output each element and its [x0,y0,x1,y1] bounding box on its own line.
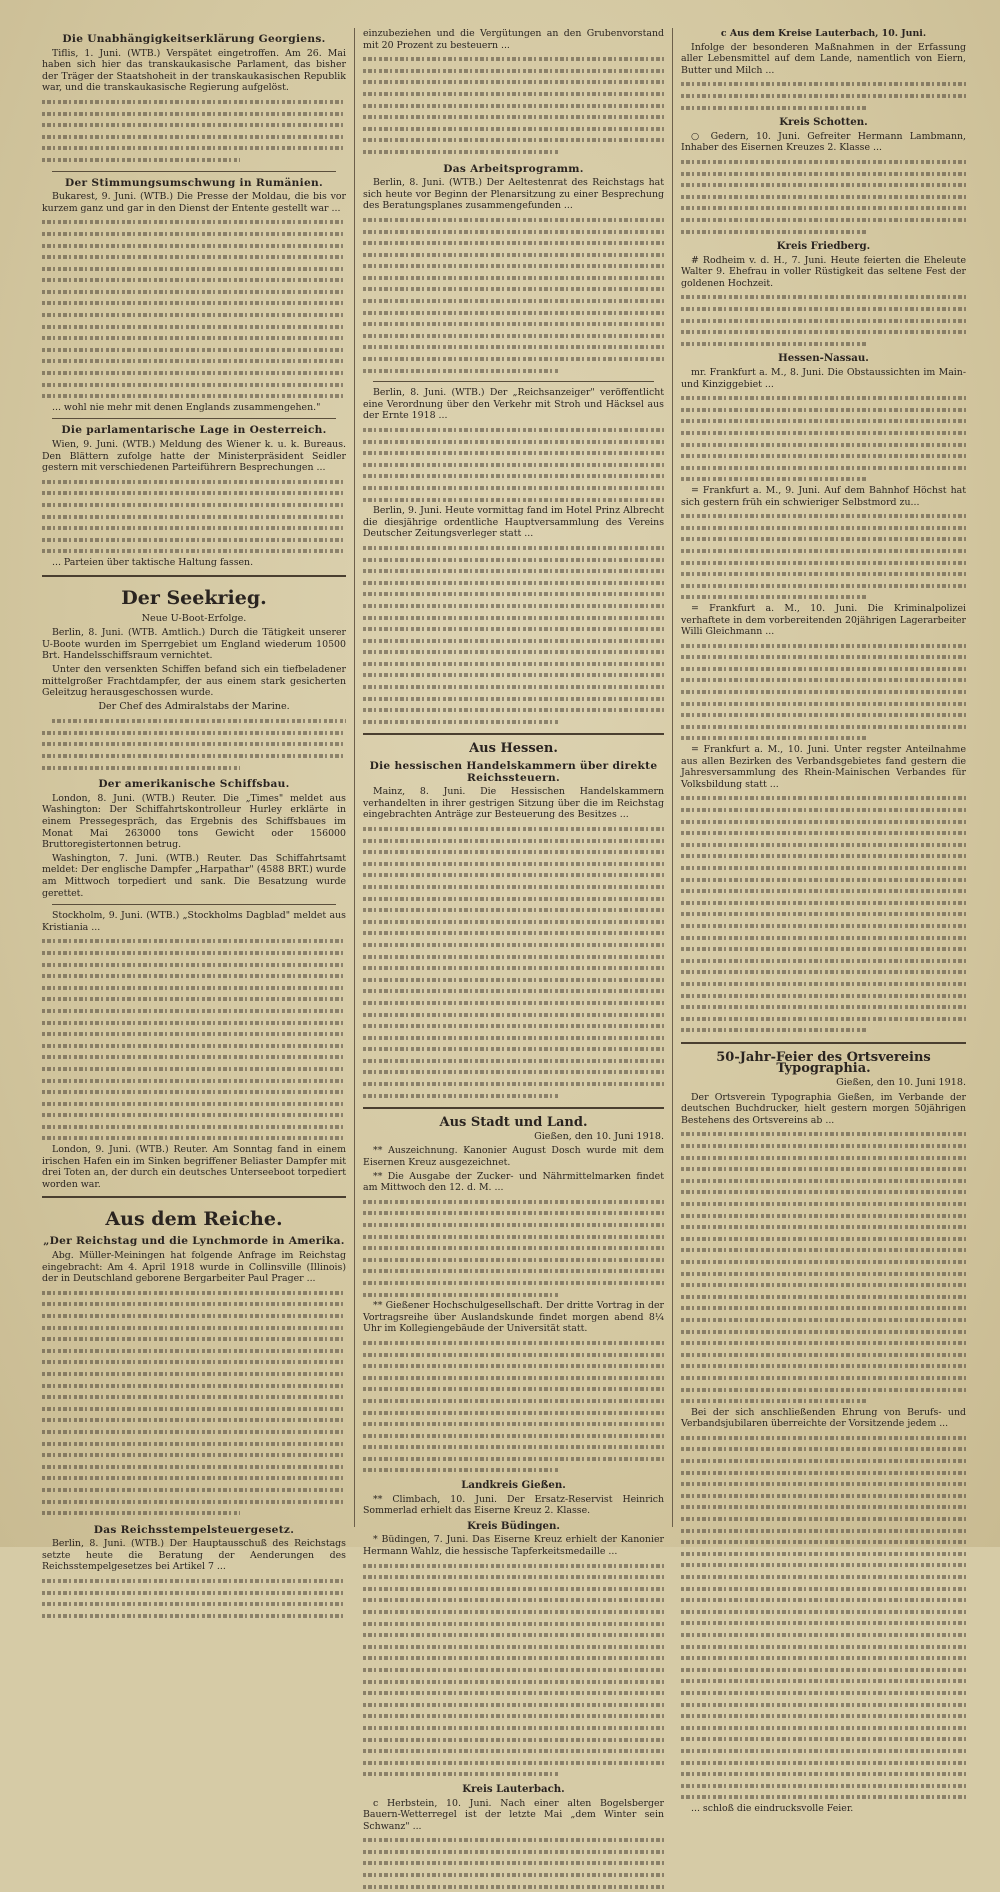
section-divider [363,1107,664,1109]
text-block [681,156,966,237]
zeitung-text: Berlin, 9. Juni. Heute vormittag fand im Hotel Prinz Albrecht die diesjährige ordentliche Hauptversammlung des Vereins Deutscher Zeitungsverleger statt ... [363,505,664,540]
text-block [363,1560,664,1780]
section-divider [363,733,664,735]
text-block [42,1287,346,1519]
text-block [363,424,664,505]
buedingen-text: * Büdingen, 7. Juni. Das Eiserne Kreuz erhielt der Kanonier Hermann Wahlz, die hessische Tapferkeitsmedaille ... [363,1534,664,1558]
text-block [42,1575,346,1621]
article-oesterreich-text: Wien, 9. Juni. (WTB.) Meldung des Wiener k. u. k. Bureaus. Den Blättern zufolge hatte der Ministerpräsident Seidler gestern mit verschiedenen Parteiführern Besprechungen ... [42,439,346,474]
stadt-text-3: ** Gießener Hochschulgesellschaft. Der dritte Vortrag in der Vortragsreihe über Auslandskunde findet morgen abend 8¼ Uhr im Kollegiengebäude der Universität statt. [363,1300,664,1335]
heading-landkreis-giessen: Landkreis Gießen. [461,1479,566,1492]
text-block [681,510,966,603]
headline-schiffsbau: Der amerikanische Schiffsbau. [98,778,290,791]
divider [52,171,336,172]
article-rumaenien-text: Bukarest, 9. Juni. (WTB.) Die Presse der Moldau, die bis vor kurzem ganz und gar in den Dienst der Entente gestellt war ... [42,191,346,214]
heading-kreis-schotten: Kreis Schotten. [779,116,868,129]
text-block [363,823,664,1101]
headline-arbeitsprogramm: Das Arbeitsprogramm. [443,162,584,175]
london-text: London, 9. Juni. (WTB.) Reuter. Am Sonntag fand in einem irischen Hafen ein im Sinken begriffener Beliaster Dampfer mit drei Toten an, der durch ein deutsches Unterseeboot torpediert worden war. [42,1144,346,1190]
stadt-text-1: ** Auszeichnung. Kanonier August Dosch wurde mit dem Eisernen Kreuz ausgezeichnet. [363,1145,664,1169]
heading-hessen-nassau: Hessen-Nassau. [778,352,869,365]
seekrieg-signature: Der Chef des Admiralstabs der Marine. [98,700,290,712]
rodheim-text: # Rodheim v. d. H., 7. Juni. Heute feierten die Eheleute Walter 9. Ehefrau in voller Rüstigkeit das seltene Fest der goldenen Hochzeit. [681,254,966,289]
frankfurt-text-4: = Frankfurt a. M., 10. Juni. Unter regster Anteilnahme aus allen Bezirken des Verbandsgebietes fand gestern die Jahresversammlung des Rhein-Mainischen Verbandes für Volksbildung statt ... [681,744,966,790]
frankfurt-text-2: = Frankfurt a. M., 9. Juni. Auf dem Bahnhof Höchst hat sich gestern früh ein schwieriger Selbstmord zu... [681,484,966,508]
section-divider [681,1042,966,1044]
reich-text: Abg. Müller-Meiningen hat folgende Anfrage im Reichstag eingebracht: Am 4. April 1918 wurde in Collinsville (Illinois) der in Deutschland geborene Bergarbeiter Paul Prager ... [42,1250,346,1285]
heading-kreis-buedingen: Kreis Büdingen. [467,1519,560,1532]
subheading-uboot: Neue U-Boot-Erfolge. [141,612,247,624]
heading-kreis-lauterbach: Kreis Lauterbach. [462,1782,565,1795]
lauterbach-dateline: c Aus dem Kreise Lauterbach, 10. Juni. [720,28,927,39]
hessen-text: Mainz, 8. Juni. Die Hessischen Handelskammern verhandelten in ihrer gestrigen Sitzung über die im Reichstag eingebrachten Anträge zur Besteuerung des Besitzes ... [363,786,664,821]
washington-text: Washington, 7. Juni. (WTB.) Reuter. Das Schiffahrtsamt meldet: Der englische Dampfer „Harpathar" (4588 BRT.) wurde am Mittwoch torpediert und sank. Die Besatzung wurde gerettet. [42,852,346,899]
text-block [681,640,966,744]
arbeit-text: Berlin, 8. Juni. (WTB.) Der Aeltestenrat des Reichstags hat sich heute vor Beginn der Plenarsitzung zu einer Besprechung des Beratungsplanes zusammengefunden ... [363,177,664,212]
headline-rumaenien: Der Stimmungsumschwung in Rumänien. [65,176,323,189]
seekrieg-text-1: Berlin, 8. Juni. (WTB. Amtlich.) Durch die Tätigkeit unserer U-Boote wurden im Sperrgebiet um England wiederum 10500 Brt. Handelsschiffsraum vernichtet. [42,627,346,662]
herbstein-text: c Herbstein, 10. Juni. Nach einer alten Bogelsberger Bauern-Wetterregel ist der letzte Mai „dem Winter sein Schwanz" ... [363,1797,664,1832]
text-block [42,476,346,557]
headline-handelskammern: Die hessischen Handelskammern über direkte Reichssteuern. [369,760,658,784]
heading-kreis-friedberg: Kreis Friedberg. [776,240,871,253]
headline-lynchmorde: „Der Reichstag und die Lynchmorde in Amerika. [43,1235,345,1248]
section-reich: Aus dem Reiche. [105,1208,283,1231]
section-hessen: Aus Hessen. [469,741,558,757]
anzeiger-text: Berlin, 8. Juni. (WTB.) Der „Reichsanzeiger" veröffentlicht eine Verordnung über den Verkehr mit Stroh und Häcksel aus der Ernte 1918 ... [363,387,664,422]
article-georgien-text: Tiflis, 1. Juni. (WTB.) Verspätet eingetroffen. Am 26. Mai haben sich hier das transkaukasische Parlament, das bisher der Träger der Staatshoheit in der transkaukasischen Republik war, und die transkaukasische Regierung aufgelöst. [42,47,346,94]
text-block [42,216,346,402]
headline-oesterreich: Die parlamentarische Lage in Oesterreich. [61,424,327,437]
text-block [681,792,966,1035]
stadt-dateline: Gießen, den 10. Juni 1918. [534,1130,664,1142]
typographia-close: ... schloß die eindrucksvolle Feier. [691,1802,854,1814]
section-stadt-land: Aus Stadt und Land. [439,1115,588,1131]
text-block [363,1196,664,1300]
text-block [42,715,346,773]
lauterbach-text: Infolge der besonderen Maßnahmen in der Erfassung aller Lebensmittel auf dem Lande, namentlich von Eiern, Butter und Milch ... [681,41,966,76]
seekrieg-text-2: Unter den versenkten Schiffen befand sich ein tiefbeladener mittelgroßer Frachtdampfer, der aus einem stark gesicherten Geleitzug herausgeschossen wurde. [42,663,346,699]
typographia-text-2: Bei der sich anschließenden Ehrung von Berufs- und Verbandsjubilaren überreichte der Vorsitzende jedem ... [681,1406,966,1430]
text-block [363,542,664,728]
text-block [363,1337,664,1476]
article-oesterreich-close: ... Parteien über taktische Haltung fassen. [52,556,254,568]
divider [52,904,336,905]
section-divider [42,575,346,577]
text-block [42,96,346,166]
section-divider [42,1196,346,1198]
typographia-dateline: Gießen, den 10. Juni 1918. [836,1077,966,1089]
text-block [363,53,664,157]
column-2 [354,28,672,1832]
text-block [681,78,966,113]
article-rumaenien-close: ... wohl nie mehr mit denen Englands zusammengehen." [52,401,321,413]
climbach-text: ** Climbach, 10. Juni. Der Ersatz-Reservist Heinrich Sommerlad erhielt das Eiserne Kreuz 2. Klasse. [363,1493,664,1517]
text-block [363,214,664,376]
divider [52,418,336,419]
frankfurt-text-1: mr. Frankfurt a. M., 8. Juni. Die Obstaussichten im Main- und Kinziggebiet ... [681,367,966,390]
text-block [42,935,346,1144]
typographia-text-1: Der Ortsverein Typographia Gießen, im Verbande der deutschen Buchdrucker, hielt gestern morgen 50jährigen Bestehens des Ortsvereins ab ... [681,1091,966,1126]
column-1 [34,28,354,1573]
section-seekrieg: Der Seekrieg. [121,586,267,609]
text-block [681,1128,966,1406]
stempel-text: Berlin, 8. Juni. (WTB.) Der Hauptausschuß des Reichstags setzte heute die Beratung der Aenderungen des Reichsstempelgesetzes bei Artikel 7 ... [42,1538,346,1573]
divider [373,381,654,382]
text-block [681,392,966,485]
stockholm-text: Stockholm, 9. Juni. (WTB.) „Stockholms Dagblad" meldet aus Kristiania ... [42,910,346,933]
frankfurt-text-3: = Frankfurt a. M., 10. Juni. Die Kriminalpolizei verhaftete in dem vorbereitenden 20jährigen Lagerarbeiter Willi Gleichmann ... [681,602,966,638]
text-block [681,291,966,349]
schiffsbau-text: London, 8. Juni. (WTB.) Reuter. Die „Times" meldet aus Washington: Der Schiffahrtskontrolleur Hurley erklärte in einem Pressegespräch, das Ergebnis des Schiffsbaues im Monat Mai 263000 tons Gewicht oder 156000 Bruttoregistertonnen betrug. [42,792,346,851]
stadt-text-2: ** Die Ausgabe der Zucker- und Nährmittelmarken findet am Mittwoch den 12. d. M. ... [363,1170,664,1194]
headline-georgien: Die Unabhängigkeitserklärung Georgiens. [62,33,326,45]
headline-stempelsteuer: Das Reichsstempelsteuergesetz. [93,1523,295,1536]
gedern-text: ○ Gedern, 10. Juni. Gefreiter Hermann Lambmann, Inhaber des Eisernen Kreuzes 2. Klasse ... [681,130,966,154]
text-block [681,1432,966,1803]
text-block [363,1834,664,1892]
continuation-text: einzubeziehen und die Vergütungen an den Grubenvorstand mit 20 Prozent zu besteuern ... [363,28,664,51]
headline-typographia: 50-Jahr-Feier des Ortsvereins Typographia. [716,1049,931,1077]
column-3 [672,28,974,1814]
